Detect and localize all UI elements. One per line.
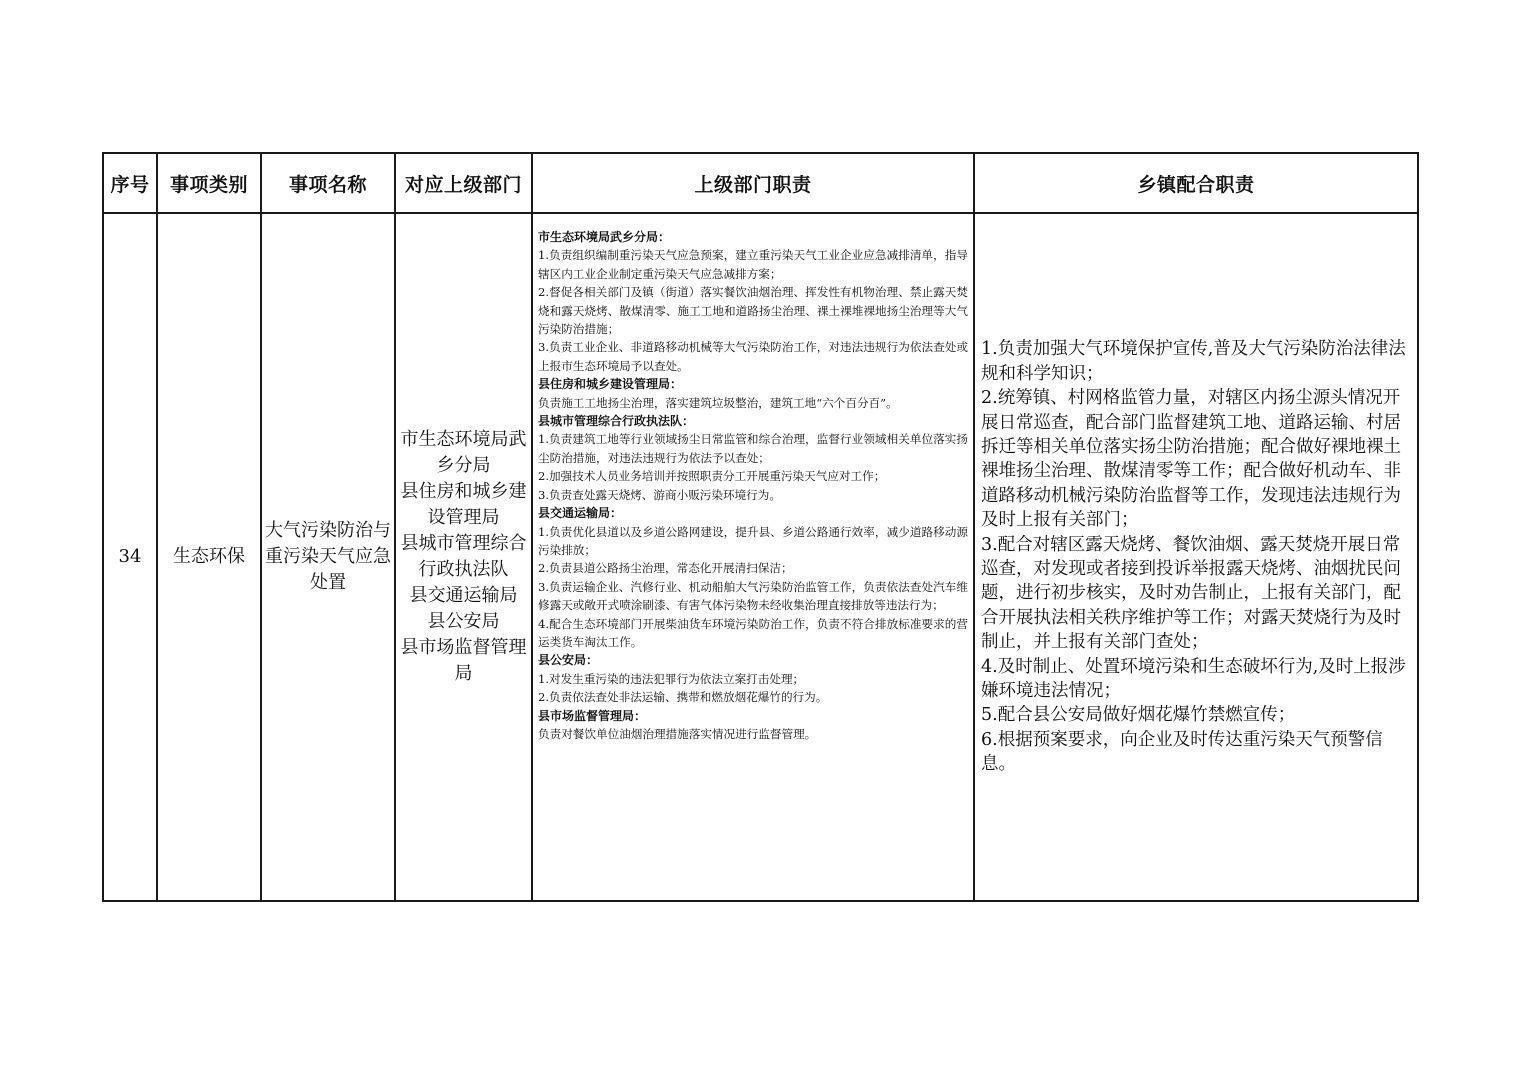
upper-duty-item: 1.负责优化县道以及乡道公路网建设，提升县、乡道公路通行效率，减少道路移动源污染排放； [538,524,968,557]
duty-table-container [102,152,1417,902]
header-upper-duties: 上级部门职责 [532,153,974,213]
upper-department-item: 市生态环境局武乡分局 [400,429,527,476]
upper-duty-item: 负责施工工地扬尘治理，落实建筑垃圾整治，建筑工地“六个百分百”。 [538,395,898,410]
upper-duty-dept-heading: 市生态环境局武乡分局： [538,230,671,244]
upper-duty-block [538,651,968,706]
upper-duty-item: 3.负责工业企业、非道路移动机械等大气污染防治工作，对违法违规行为依法查处或上报市生态环境局予以查处。 [538,340,968,373]
upper-department-item: 县交通运输局 [409,585,518,606]
upper-duty-block [538,375,968,412]
upper-duty-item: 2.加强技术人员业务培训并按照职责分工开展重污染天气应对工作； [538,469,886,484]
upper-duty-block [538,228,968,375]
cell-upper-departments [395,213,532,901]
table-row [103,213,1418,901]
upper-duty-item: 1.负责组织编制重污染天气应急预案，建立重污染天气工业企业应急减排清单，指导辖区内工业企业制定重污染天气应急减排方案； [538,248,968,281]
upper-duty-item: 4.配合生态环境部门开展柴油货车环境污染防治工作，负责不符合排放标准要求的营运类货车淘汰工作。 [538,616,968,649]
town-duty-item: 3.配合对辖区露天烧烤、餐饮油烟、露天焚烧开展日常巡查，对发现或者接到投诉举报露天烧烤、油烟扰民问题，进行初步核实，及时劝告制止，上报有关部门，配合开展执法相关秩序维护等工作；对露天焚烧行为及时制止，并上报有关部门查处； [981,534,1401,653]
upper-department-item: 县公安局 [427,611,500,632]
upper-duty-dept-heading: 县交通运输局： [538,506,623,521]
upper-duty-item: 2.督促各相关部门及镇（街道）落实餐饮油烟治理、挥发性有机物治理、禁止露天焚烧和露天烧烤、散煤清零、施工工地和道路扬尘治理、裸土裸堆裸地扬尘治理等大气污染防治措施； [538,285,968,337]
cell-upper-duties [532,213,974,901]
upper-department-list [396,427,531,687]
upper-duty-block [538,412,968,504]
header-upper-department: 对应上级部门 [395,153,532,213]
cell-number: 34 [103,213,157,901]
upper-duty-item: 2.负责县道公路扬尘治理，常态化开展清扫保洁； [538,561,793,576]
town-duty-item: 2.统筹镇、村网格监管力量，对辖区内扬尘源头情况开展日常巡查，配合部门监督建筑工地、道路运输、村居拆迁等相关单位落实扬尘防治措施；配合做好裸地裸土裸堆扬尘治理、散煤清零等工作；配合做好机动车、非道路移动机械污染防治监督等工作，发现违法违规行为及时上报有关部门； [981,388,1401,531]
upper-duty-dept-heading: 县城市管理综合行政执法队： [538,414,695,429]
upper-duty-block [538,504,968,651]
town-duty-item: 6.根据预案要求，向企业及时传达重污染天气预警信息。 [981,729,1383,775]
upper-department-item: 县市场监督管理局 [400,637,527,684]
cell-category: 生态环保 [157,213,261,901]
header-town-duties: 乡镇配合职责 [974,153,1418,213]
duty-table [102,152,1419,902]
upper-duty-item: 1.负责建筑工地等行业领域扬尘日常监管和综合治理，监督行业领域相关单位落实扬尘防治措施，对违法违规行为依法予以查处； [538,432,968,465]
town-duty-item: 5.配合县公安局做好烟花爆竹禁燃宣传； [981,705,1296,726]
upper-department-item: 县住房和城乡建设管理局 [400,481,527,528]
upper-duty-item: 3.负责查处露天烧烤、游商小贩污染环境行为。 [538,487,781,502]
upper-duty-item: 负责对餐饮单位油烟治理措施落实情况进行监督管理。 [538,726,817,741]
town-duty-item: 4.及时制止、处置环境污染和生态破坏行为,及时上报涉嫌环境违法情况； [981,656,1406,702]
upper-duty-item: 3.负责运输企业、汽修行业、机动船舶大气污染防治监管工作，负责依法查处汽车维修露天或敞开式喷涂刷漆、有害气体污染物未经收集治理直接排放等违法行为； [538,579,968,613]
upper-duty-dept-heading: 县市场监督管理局： [538,708,647,723]
header-number: 序号 [103,153,157,213]
town-duty-item: 1.负责加强大气环境保护宣传,普及大气污染防治法律法规和科学知识； [981,339,1406,384]
upper-duty-item: 2.负责依法查处非法运输、携带和燃放烟花爆竹的行为。 [538,690,828,705]
cell-item-name: 大气污染防治与重污染天气应急处置 [261,213,395,901]
upper-duty-item: 1.对发生重污染的违法犯罪行为依法立案打击处理； [538,671,805,686]
upper-duty-dept-heading: 县住房和城乡建设管理局： [538,377,683,392]
cell-town-duties [974,213,1418,901]
header-category: 事项类别 [157,153,261,213]
header-item-name: 事项名称 [261,153,395,213]
table-header-row [103,153,1418,213]
upper-department-item: 县城市管理综合行政执法队 [400,533,527,580]
upper-duty-dept-heading: 县公安局： [538,653,599,668]
upper-duty-block [538,707,968,744]
